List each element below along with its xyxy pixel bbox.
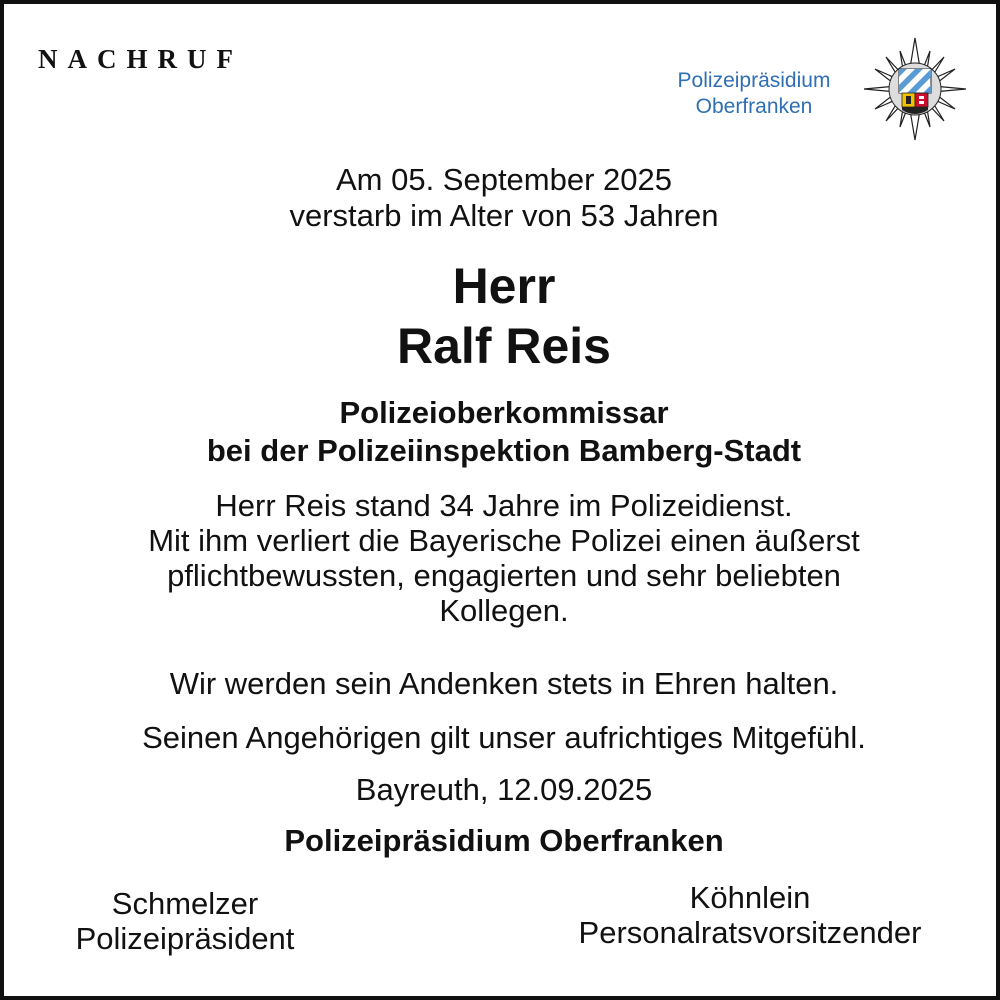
tribute-line: Mit ihm verliert die Bayerische Polizei einen äußerst	[148, 523, 860, 558]
police-unit: bei der Polizeiinspektion Bamberg-Stadt	[206, 433, 802, 468]
logo-line-1: Polizeipräsidium	[677, 69, 831, 92]
signatory-name: Schmelzer	[111, 886, 259, 921]
condolence-line: Seinen Angehörigen gilt unser aufrichtiges Mitgefühl.	[142, 720, 866, 755]
place-date-line: Bayreuth, 12.09.2025	[355, 772, 653, 807]
logo-line-2: Oberfranken	[695, 95, 813, 118]
deceased-name: Ralf Reis	[397, 318, 611, 374]
age-line: verstarb im Alter von 53 Jahren	[289, 198, 719, 233]
signing-organization: Polizeipräsidium Oberfranken	[284, 823, 724, 858]
police-star-emblem-icon	[862, 36, 968, 142]
police-logo-text	[654, 68, 854, 120]
death-date-line: Am 05. September 2025	[335, 162, 673, 197]
notice-heading: NACHRUF	[38, 44, 243, 74]
signatory-right	[530, 880, 970, 950]
signatory-left	[44, 886, 326, 956]
signatory-role: Personalratsvorsitzender	[578, 915, 922, 950]
signatory-role: Polizeipräsident	[75, 921, 295, 956]
rank-title: Polizeioberkommissar	[339, 395, 669, 430]
salutation: Herr	[452, 258, 556, 314]
memory-line: Wir werden sein Andenken stets in Ehren halten.	[169, 666, 839, 701]
signatory-name: Köhnlein	[689, 880, 811, 915]
tribute-line: pflichtbewussten, engagierten und sehr beliebten	[167, 558, 841, 593]
service-years-line: Herr Reis stand 34 Jahre im Polizeidienst.	[215, 488, 793, 523]
bavarian-crest-icon	[899, 69, 931, 114]
tribute-line: Kollegen.	[439, 593, 569, 628]
